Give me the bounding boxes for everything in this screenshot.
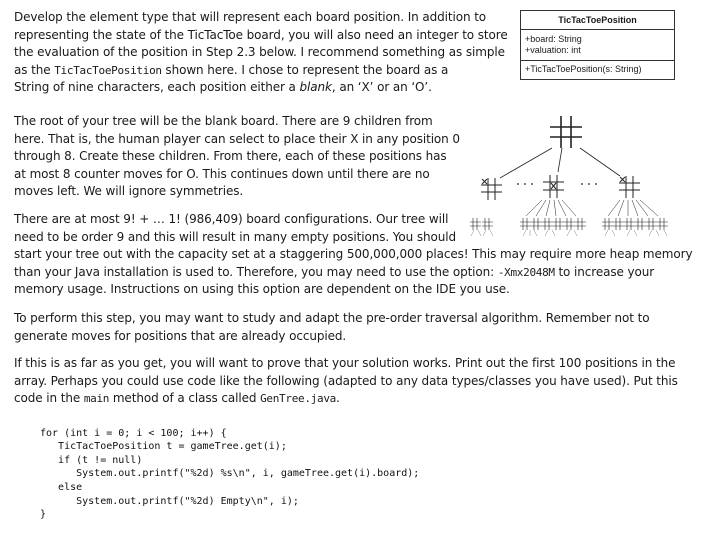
text-line: There are at most 9! + … 1! (986,409) board configurations. Our tree will bbox=[14, 212, 449, 226]
text-line: through 8. Create these children. From there, each of these positions has bbox=[14, 149, 447, 164]
traversal-paragraph bbox=[14, 310, 649, 345]
text-line: start your tree out with the capacity set at a staggering 500,000,000 places! This may require more heap memory bbox=[14, 247, 693, 262]
text-line: than your Java installation is used to. Therefore, you may need to use the option: -Xmx2048M to increase your bbox=[14, 264, 655, 279]
code-line: System.out.printf("%2d) Empty\n", i); bbox=[40, 495, 299, 507]
text-line: need to be order 9 and this will result in many empty positions. You should bbox=[14, 229, 457, 244]
uml-class-diagram bbox=[520, 10, 675, 80]
proof-paragraph bbox=[14, 355, 678, 408]
child-board bbox=[543, 175, 564, 198]
code-line: System.out.printf("%2d) %s\n", i, gameTree.get(i).board); bbox=[40, 468, 420, 480]
uml-attributes bbox=[521, 30, 674, 61]
uml-method: +TicTacToePosition(s: String) bbox=[525, 64, 642, 74]
inline-code: main bbox=[83, 392, 110, 406]
root-board bbox=[550, 116, 582, 148]
uml-methods bbox=[521, 61, 674, 79]
intro-paragraph bbox=[14, 9, 508, 97]
text-line: String of nine characters, each position either a blank, an ‘X’ or an ‘O’. bbox=[14, 80, 432, 95]
text-line: generate moves for positions that are already occupied. bbox=[14, 328, 347, 343]
text-line: the evaluation of the position in Step 2.3 below. I recommend something as simple bbox=[14, 45, 505, 60]
emphasis: blank bbox=[299, 80, 332, 95]
tree-root-paragraph bbox=[14, 113, 460, 201]
text-line: code in the main method of a class called GenTree.java. bbox=[14, 391, 340, 406]
text-line: here. That is, the human player can select to place their X in any position 0 bbox=[14, 131, 460, 146]
child-board bbox=[619, 176, 640, 198]
uml-attribute: +valuation: int bbox=[525, 45, 581, 55]
inline-code: -Xmx2048M bbox=[497, 265, 555, 279]
code-line: if (t != null) bbox=[40, 454, 143, 466]
inline-code: GenTree.java bbox=[260, 392, 336, 406]
text-line: Develop the element type that will represent each board position. In addition to bbox=[14, 10, 487, 24]
code-line: for (int i = 0; i < 100; i++) { bbox=[40, 427, 227, 439]
inline-code: TicTacToePosition bbox=[54, 63, 162, 77]
text-line: moves left. We will ignore symmetries. bbox=[14, 184, 244, 199]
child-board bbox=[481, 178, 502, 200]
uml-attribute: +board: String bbox=[525, 34, 582, 44]
text-line: array. Perhaps you could use code like the following (adapted to any data types/classes you have used). Put this bbox=[14, 373, 678, 388]
code-line: else bbox=[40, 481, 83, 493]
text-line: The root of your tree will be the blank board. There are 9 children from bbox=[14, 114, 433, 128]
text-line: at most 8 counter moves for O. This continues down until there are no bbox=[14, 166, 430, 181]
code-block bbox=[40, 413, 419, 535]
code-line: TicTacToePosition t = gameTree.get(i); bbox=[40, 441, 287, 453]
text-line: memory usage. Instructions on using this option are dependent on the IDE you use. bbox=[14, 282, 510, 297]
code-line: } bbox=[40, 509, 47, 521]
text-line: If this is as far as you get, you will want to prove that your solution works. Print out the first 100 positions in the bbox=[14, 356, 676, 370]
text-line: representing the state of the TicTacToe board, you will also need an integer to store bbox=[14, 27, 508, 42]
text-line: To perform this step, you may want to study and adapt the pre-order traversal algorithm. Remember not to bbox=[14, 311, 650, 325]
configurations-paragraph bbox=[14, 211, 692, 299]
uml-class-name: TicTacToePosition bbox=[521, 11, 674, 30]
text-line: as the TicTacToePosition shown here. I chose to represent the board as a bbox=[14, 62, 449, 77]
